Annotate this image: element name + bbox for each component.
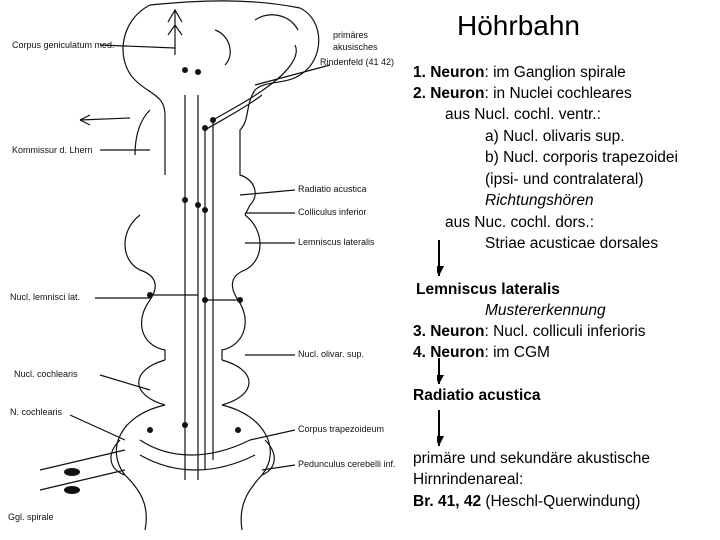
text-line-6: (ipsi- und contralateral) [485, 171, 644, 188]
label-n-cochlearis: N. cochlearis [10, 407, 63, 417]
down-arrow-icon [437, 358, 453, 386]
neuron-4-bold: 4. Neuron [413, 344, 485, 361]
neuron-1-bold: 1. Neuron [413, 64, 485, 81]
neuron-2-bold: 2. Neuron [413, 85, 485, 102]
neuron-4-line [413, 342, 550, 364]
label-corpus-trapezoideum: Corpus trapezoideum [298, 424, 385, 434]
text-line-8: aus Nuc. cochl. dors.: [445, 214, 595, 231]
text-line-7: Richtungshören [485, 192, 594, 209]
pons-outline [139, 360, 249, 405]
radiatio-bold: Radiatio acustica [413, 387, 541, 404]
label-akustisches: akusisches [333, 42, 378, 52]
neuron-3-rest: : Nucl. colliculi inferioris [484, 323, 646, 340]
label-kommissur: Kommissur d. Lhern [12, 145, 93, 155]
label-nucl-olivaris: Nucl. olivar. sup. [298, 349, 365, 359]
neuron-4-rest: : im CGM [484, 344, 550, 361]
lemniscus-bold: Lemniscus lateralis [416, 281, 560, 298]
brodmann-bold: Br. 41, 42 [413, 493, 482, 510]
label-nucl-cochlearis: Nucl. cochlearis [14, 369, 78, 379]
down-arrow-icon [437, 240, 453, 278]
neuron-2-rest: : in Nuclei cochleares [484, 85, 632, 102]
text-line-5: b) Nucl. corporis trapezoidei [485, 149, 678, 166]
text-line-3: aus Nucl. cochl. ventr.: [445, 106, 601, 123]
page-title: Höhrbahn [457, 10, 580, 41]
label-corpus-geniculatum: Corpus geniculatum med. [12, 40, 115, 50]
neuron-1-rest: : im Ganglion spirale [484, 64, 626, 81]
text-line-9: Striae acusticae dorsales [485, 235, 659, 252]
lemniscus-heading [416, 279, 560, 301]
radiatio-heading [413, 385, 541, 407]
mustererkennung: Mustererkennung [485, 302, 606, 319]
label-rindenfeld: Rindenfeld (41 42) [320, 57, 395, 67]
midbrain-outline [125, 215, 165, 360]
cortex-line-2: Hirnrindenareal: [413, 471, 524, 488]
label-nucl-lemnisci: Nucl. lemnisci lat. [10, 292, 81, 302]
medulla-outline [116, 405, 270, 530]
label-ganglion: Ggl. spirale [8, 512, 54, 522]
neuron-3-bold: 3. Neuron [413, 323, 485, 340]
brodmann-line [413, 491, 640, 513]
label-colliculus: Colliculus inferior [298, 207, 367, 217]
brodmann-rest: (Heschl-Querwindung) [481, 493, 641, 510]
label-primaeres: primäres [333, 30, 369, 40]
label-radiatio: Radiatio acustica [298, 184, 367, 194]
neuron-3-line [413, 321, 646, 343]
neuron-1-line [413, 62, 626, 84]
label-lemniscus: Lemniscus lateralis [298, 237, 375, 247]
cochlear-nerve [40, 450, 125, 490]
down-arrow-icon [437, 410, 453, 448]
label-pedunculus: Pedunculus cerebelli inf. [298, 459, 396, 469]
cortex-line-1: primäre und sekundäre akustische [413, 450, 650, 467]
text-line-4: a) Nucl. olivaris sup. [485, 128, 625, 145]
neuron-2-line [413, 83, 632, 105]
